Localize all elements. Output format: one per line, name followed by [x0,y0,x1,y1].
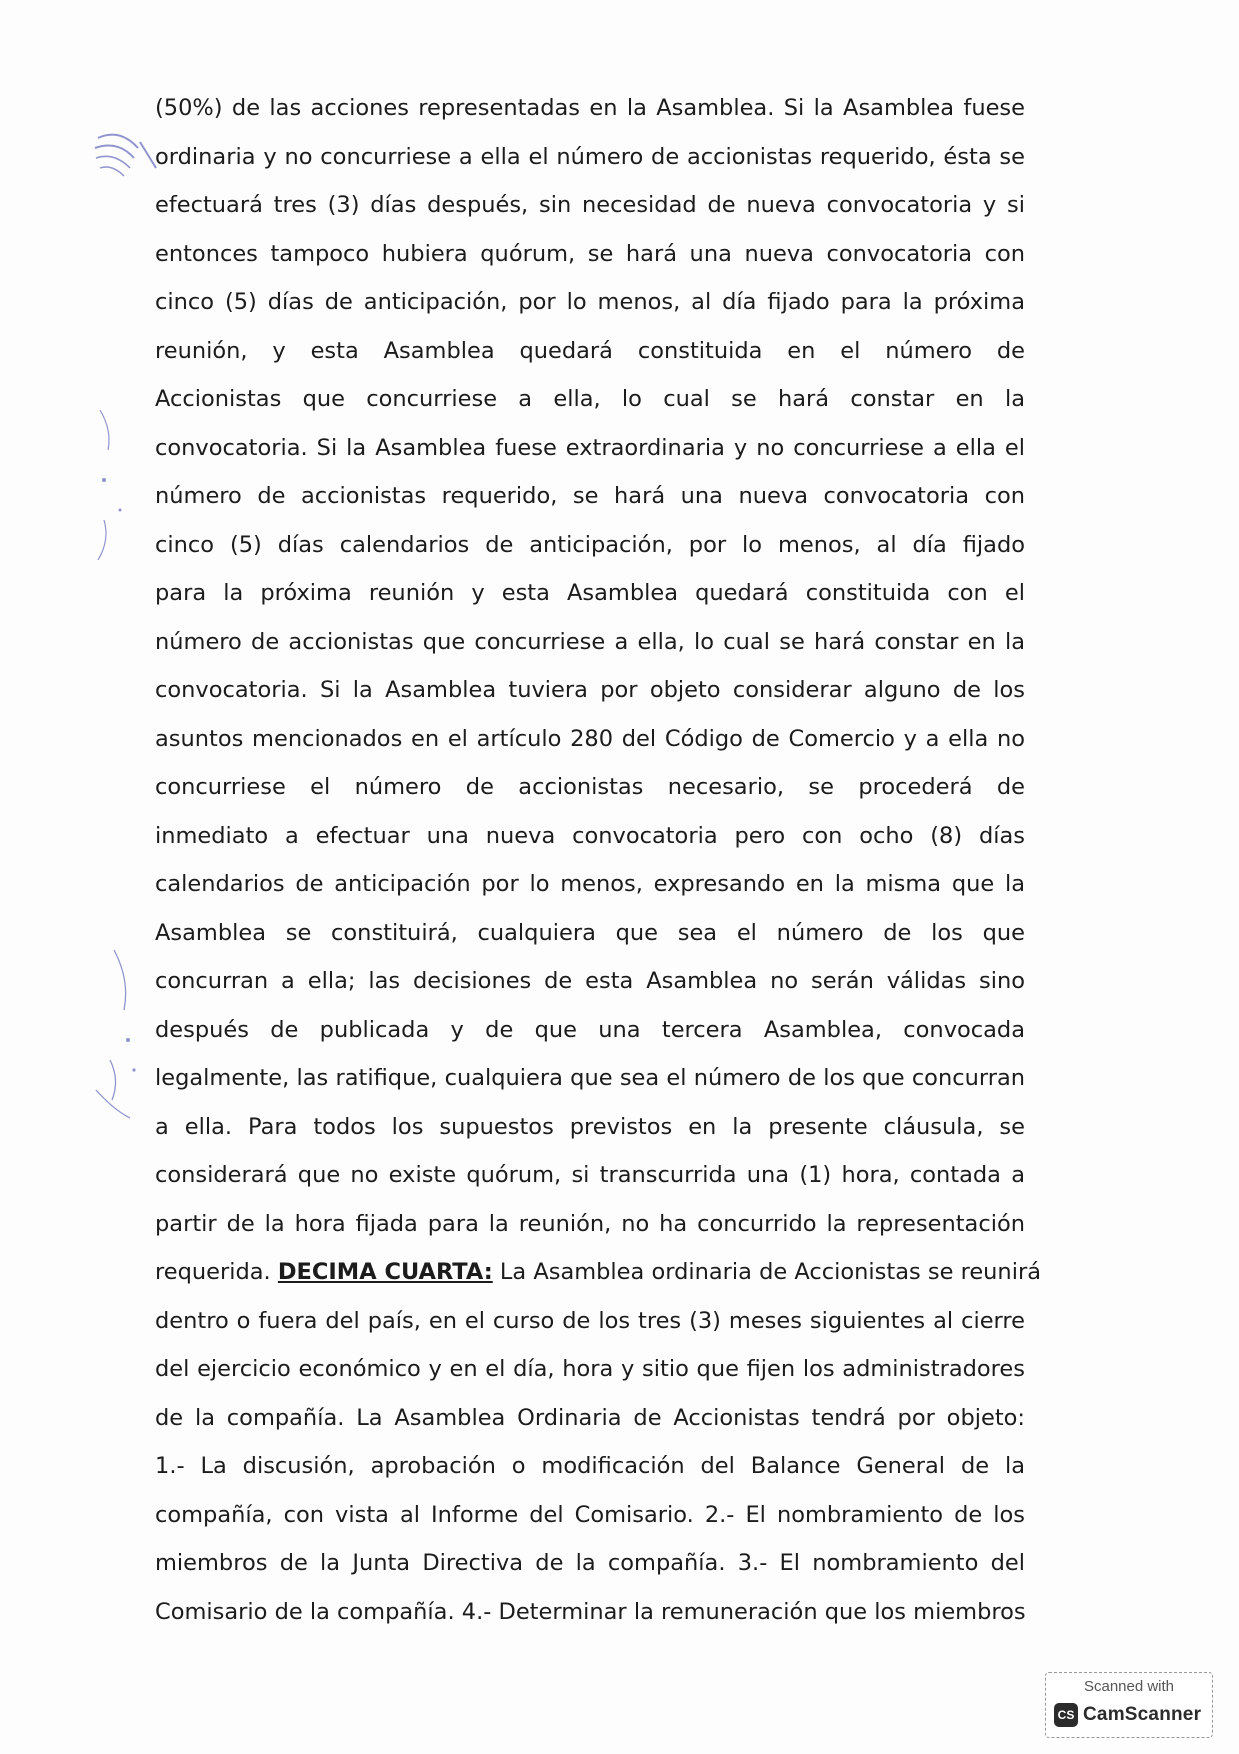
text-line: a ella. Para todos los supuestos previstos en la presente cláusula, se [155,1113,1025,1140]
text-line: considerará que no existe quórum, si transcurrida una (1) hora, contada a [155,1162,1025,1188]
text-line: partir de la hora fijada para la reunión, no ha concurrido la representación [155,1210,1025,1237]
text-line: del ejercicio económico y en el día, hora y sitio que fijen los administradores [155,1356,1025,1382]
text-line: compañía, con vista al Informe del Comisario. 2.- El nombramiento de los [155,1501,1025,1528]
text-line: inmediato a efectuar una nueva convocatoria pero con ocho (8) días [155,822,1025,849]
watermark-brand-row [1054,1703,1208,1727]
text-line: calendarios de anticipación por lo menos, expresando en la misma que la [155,871,1025,897]
text-line: Asamblea se constituirá, cualquiera que sea el número de los que [155,919,1025,946]
camscanner-watermark [1045,1672,1213,1738]
camscanner-logo-icon: CS [1054,1703,1078,1727]
text-line: Comisario de la compañía. 4.- Determinar la remuneración que los miembros [155,1598,1026,1625]
text-line: dentro o fuera del país, en el curso de los tres (3) meses siguientes al cierre [155,1307,1025,1334]
text-line: ordinaria y no concurriese a ella el número de accionistas requerido, ésta se [155,143,1025,170]
seal-stamp-top [90,118,160,198]
section-heading: DECIMA CUARTA: [277,1259,493,1285]
text-fragment: requerida. [155,1259,278,1285]
text-line: legalmente, las ratifique, cualquiera que sea el número de los que concurran [155,1065,1025,1091]
text-line: concurriese el número de accionistas necesario, se procederá de [155,774,1025,800]
text-line: cinco (5) días de anticipación, por lo menos, al día fijado para la próxima [155,289,1025,315]
text-line: miembros de la Junta Directiva de la compañía. 3.- El nombramiento del [155,1550,1025,1576]
seal-stamp-bottom [90,940,160,1130]
text-line: efectuará tres (3) días después, sin necesidad de nueva convocatoria y si [155,192,1025,218]
text-line: número de accionistas que concurriese a ella, lo cual se hará constar en la [155,628,1025,655]
text-line: entonces tampoco hubiera quórum, se hará una nueva convocatoria con [155,240,1025,267]
text-line: cinco (5) días calendarios de anticipación, por lo menos, al día fijado [155,531,1025,558]
text-line: número de accionistas requerido, se hará una nueva convocatoria con [155,483,1025,509]
text-line: reunión, y esta Asamblea quedará constituida en el número de [155,337,1025,364]
watermark-brand: CamScanner [1083,1704,1202,1725]
text-line: (50%) de las acciones representadas en la Asamblea. Si la Asamblea fuese [155,95,1025,121]
text-line: de la compañía. La Asamblea Ordinaria de Accionistas tendrá por objeto: [155,1404,1025,1431]
seal-stamp-middle [90,400,160,600]
text-line: para la próxima reunión y esta Asamblea quedará constituida con el [155,580,1025,606]
text-line: concurran a ella; las decisiones de esta Asamblea no serán válidas sino [155,968,1025,994]
text-line: asuntos mencionados en el artículo 280 del Código de Comercio y a ella no [155,725,1025,752]
text-line: Accionistas que concurriese a ella, lo cual se hará constar en la [155,386,1025,412]
text-line: convocatoria. Si la Asamblea tuviera por objeto considerar alguno de los [155,677,1025,703]
text-line-with-heading [155,1248,1041,1297]
text-line: después de publicada y de que una tercera Asamblea, convocada [155,1016,1025,1043]
document-body [155,84,1041,1636]
watermark-caption: Scanned with [1083,1678,1175,1695]
text-fragment: La Asamblea ordinaria de Accionistas se reunirá [492,1259,1041,1285]
text-line: convocatoria. Si la Asamblea fuese extraordinaria y no concurriese a ella el [155,434,1025,461]
text-line: 1.- La discusión, aprobación o modificación del Balance General de la [155,1453,1025,1479]
